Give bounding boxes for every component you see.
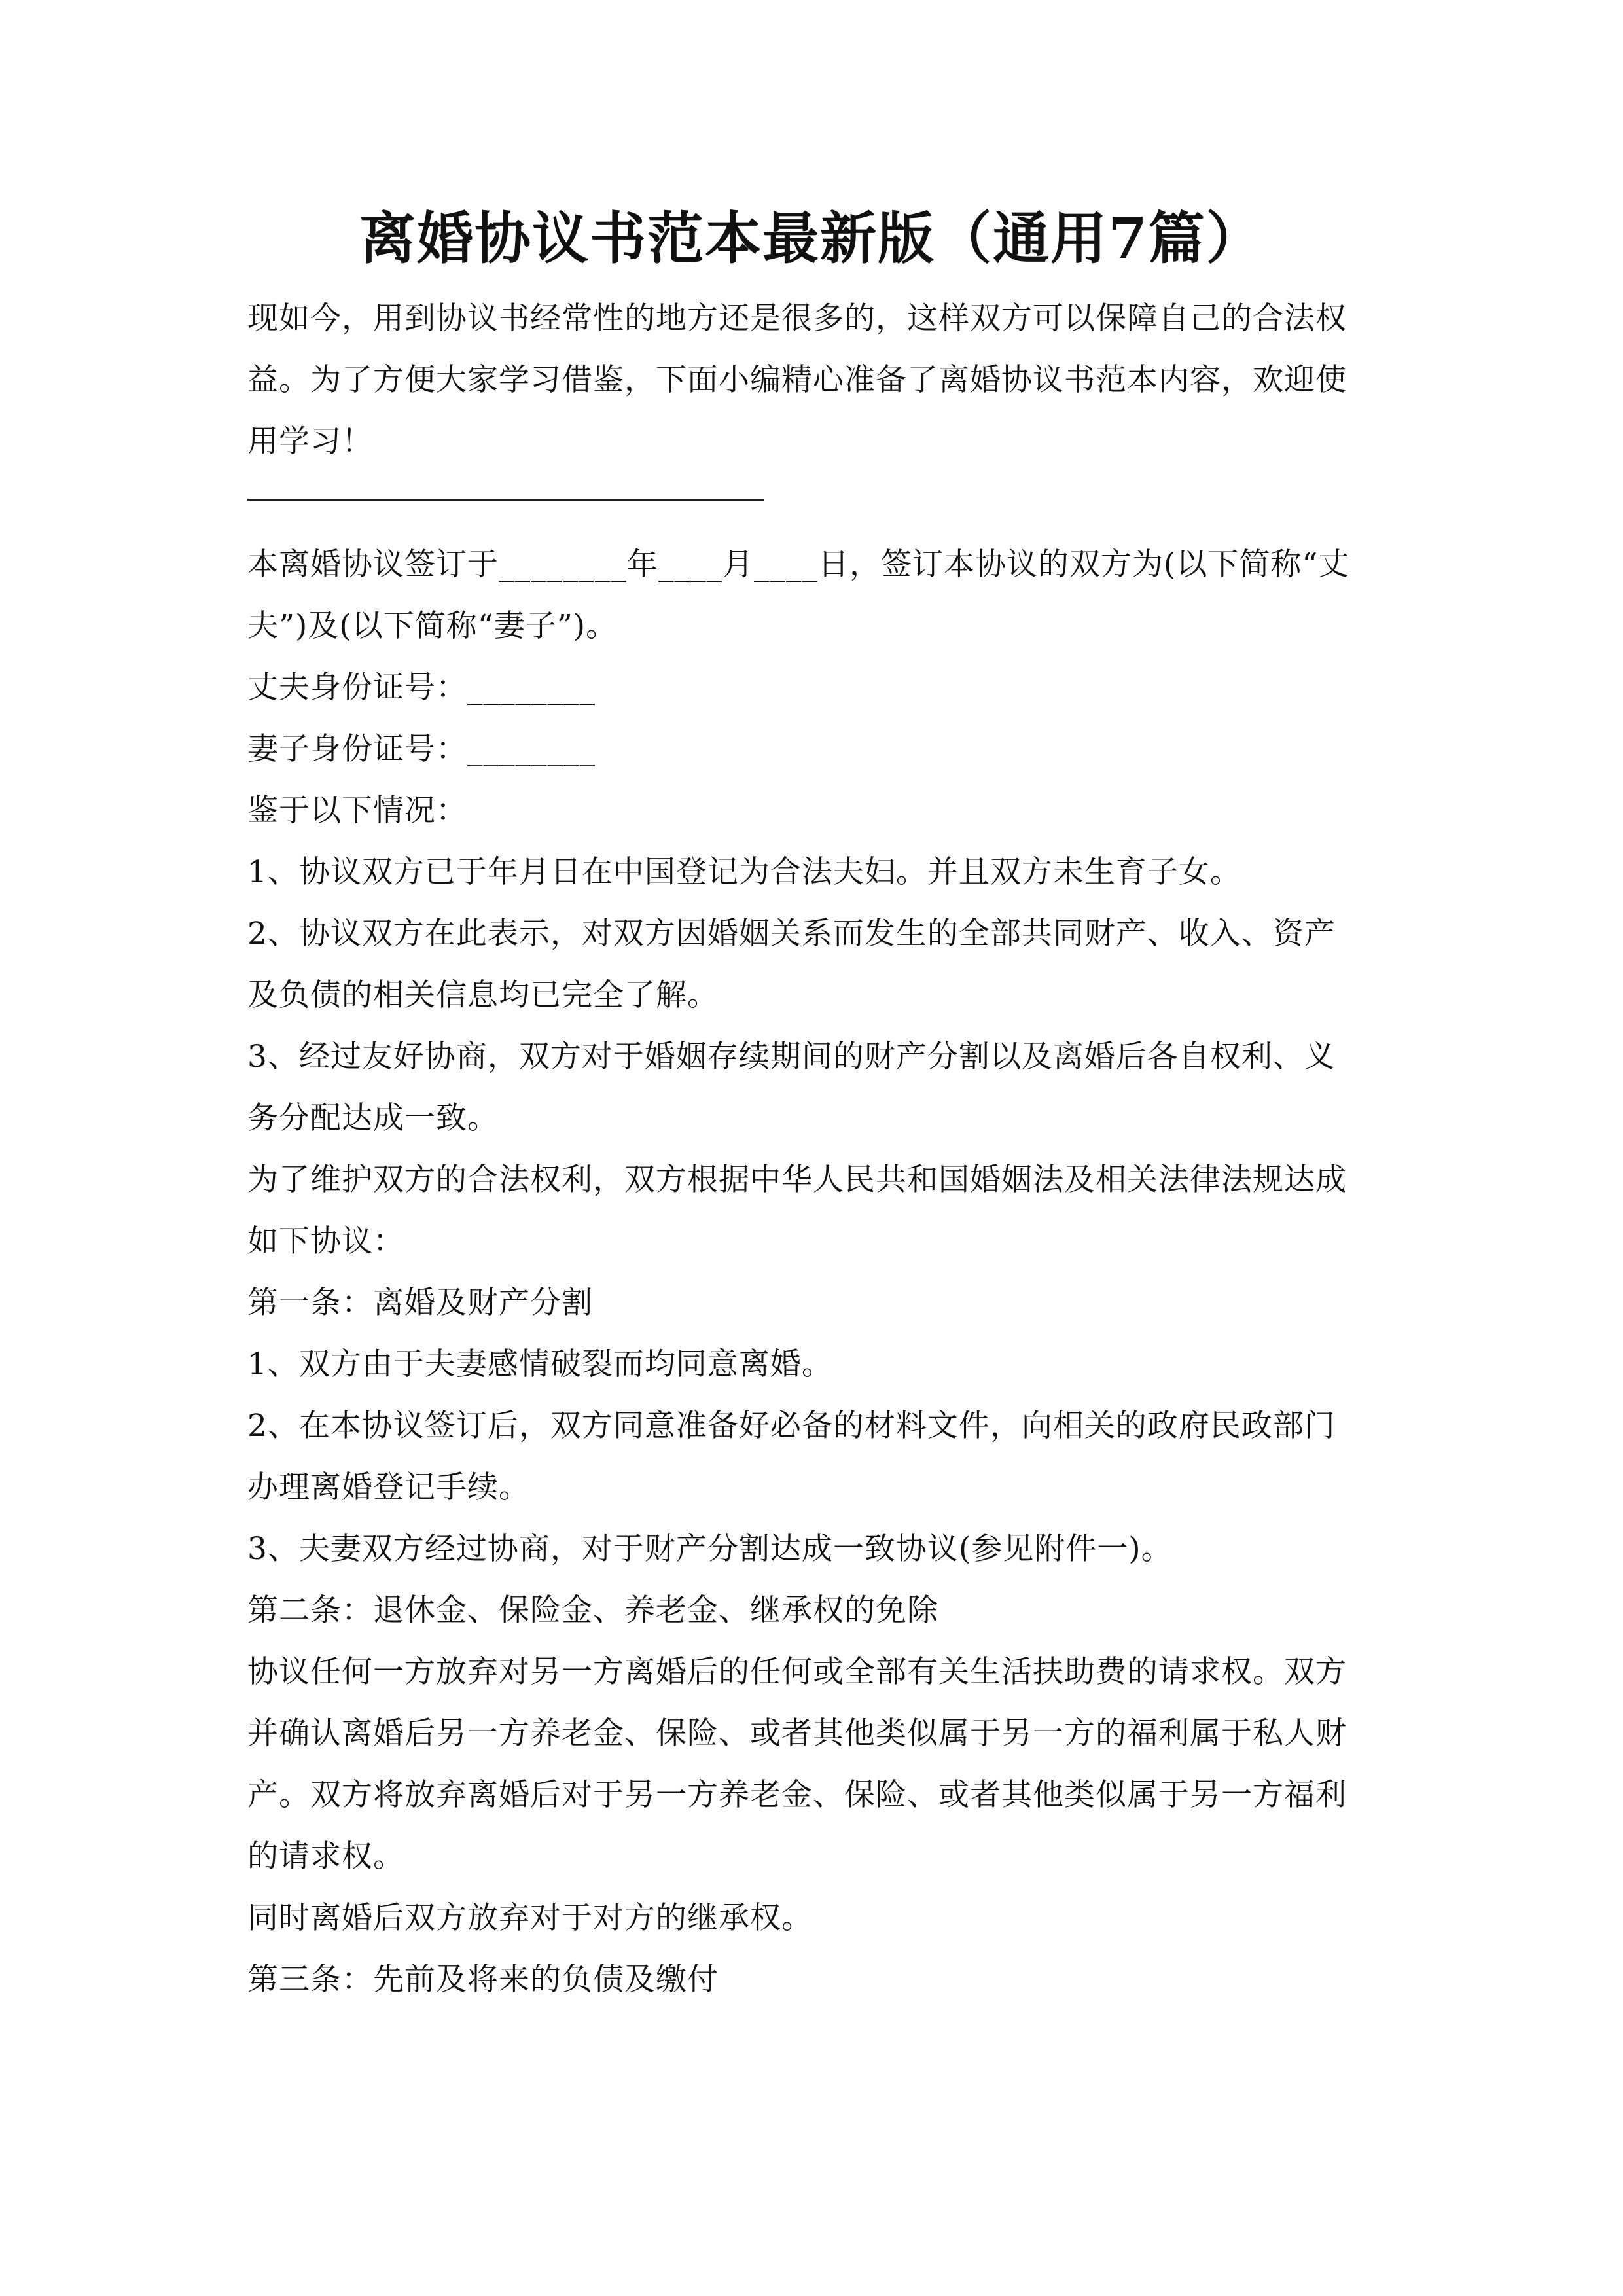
paragraph-line: 协议任何一方放弃对另一方离婚后的任何或全部有关生活扶助费的请求权。双方 [247,1654,1347,1690]
paragraph-line: 2、协议双方在此表示，对双方因婚姻关系而发生的全部共同财产、收入、资产 [247,916,1336,952]
paragraph-line: 并确认离婚后另一方养老金、保险、或者其他类似属于另一方的福利属于私人财 [247,1715,1347,1751]
section-heading: 第二条：退休金、保险金、养老金、继承权的免除 [247,1592,938,1628]
section-heading: 第三条：先前及将来的负债及缴付 [247,1962,719,1998]
horizontal-divider [247,473,1386,534]
document-title: 离婚协议书范本最新版（通用7篇） [359,206,1264,272]
paragraph-line: 的请求权。 [247,1839,404,1874]
paragraph-line: 1、协议双方已于年月日在中国登记为合法夫妇。并且双方未生育子女。 [247,854,1241,890]
paragraph-line: 益。为了方便大家学习借鉴，下面小编精心准备了离婚协议书范本内容，欢迎使 [247,362,1347,398]
document-body [247,288,1386,2011]
paragraph-line: 3、经过友好协商，双方对于婚姻存续期间的财产分割以及离婚后各自权利、义 [247,1039,1336,1075]
paragraph-line: 3、夫妻双方经过协商，对于财产分割达成一致协议(参见附件一)。 [247,1531,1173,1567]
paragraph-line: 本离婚协议签订于________年____月____日，签订本协议的双方为(以下简称“丈 [247,547,1350,583]
paragraph-line: 产。双方将放弃离婚后对于另一方养老金、保险、或者其他类似属于另一方福利 [247,1777,1347,1813]
paragraph-line: 1、双方由于夫妻感情破裂而均同意离婚。 [247,1346,833,1382]
paragraph-line: 现如今，用到协议书经常性的地方还是很多的，这样双方可以保障自己的合法权 [247,300,1347,336]
husband-id-line: 丈夫身份证号：________ [247,670,596,706]
paragraph-line: 及负债的相关信息均已完全了解。 [247,977,719,1013]
paragraph-line: 用学习！ [247,423,373,459]
paragraph-line: 为了维护双方的合法权利，双方根据中华人民共和国婚姻法及相关法律法规达成 [247,1162,1347,1198]
paragraph-line: 鉴于以下情况： [247,793,467,829]
paragraph-line: 如下协议： [247,1223,404,1259]
paragraph-line: 同时离婚后双方放弃对于对方的继承权。 [247,1900,813,1936]
paragraph-line: 务分配达成一致。 [247,1100,499,1136]
paragraph-line: 夫”)及(以下简称“妻子”)。 [247,608,618,644]
divider-line [247,499,764,501]
wife-id-line: 妻子身份证号：________ [247,731,596,767]
paragraph-line: 2、在本协议签订后，双方同意准备好必备的材料文件，向相关的政府民政部门 [247,1408,1336,1444]
paragraph-line: 办理离婚登记手续。 [247,1469,530,1505]
section-heading: 第一条：离婚及财产分割 [247,1285,593,1321]
